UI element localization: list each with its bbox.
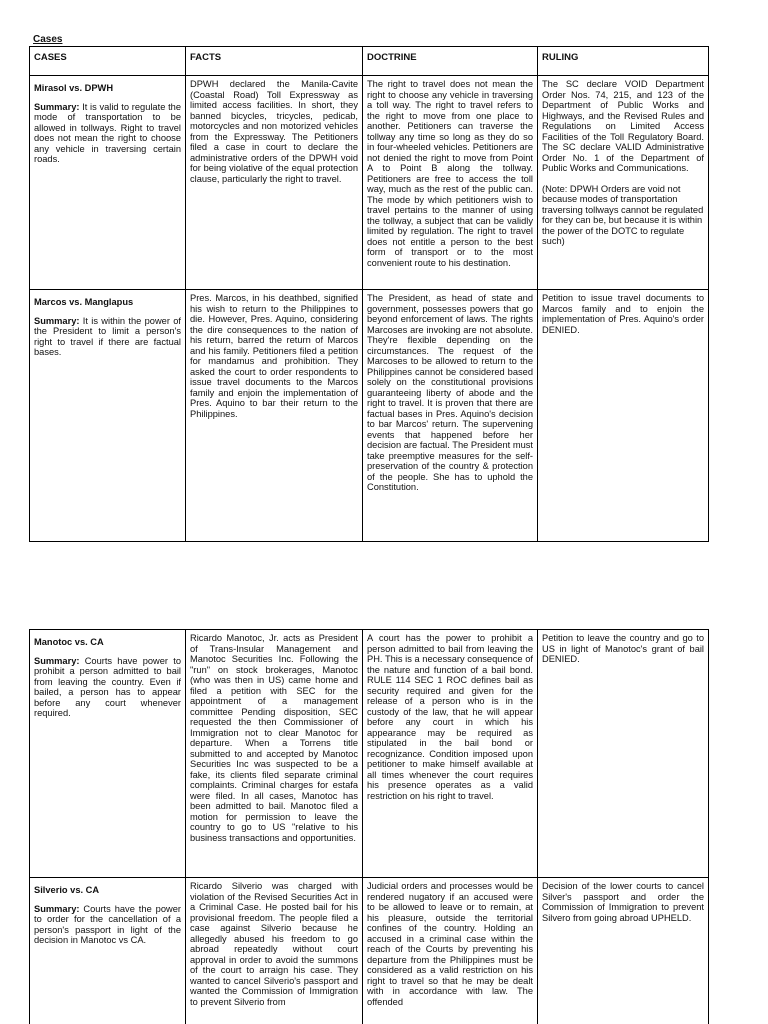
ruling-cell: Petition to leave the country and go to US in light of Manotoc's grant of bail DENIED.	[538, 630, 709, 878]
table-row	[30, 630, 709, 878]
facts-cell: Ricardo Manotoc, Jr. acts as President of Trans-Insular Management and Manotoc Securities Inc. Following the "run" on stock brokerages, Manotoc (who was then in US) came home and filed a petition with SEC for the appointment of a management committee Pending disposition, SEC requested the then Commissioner of Immigration not to clear Manotoc for departure. When a Torrens title submitted to and accepted by Manotoc Securities Inc was suspected to be a fake, its clients filed separate criminal complaints. Criminal charges for estafa were filed. In all cases, Manotoc has been admitted to bail. Manotoc filed a motion for permission to leave the country to go to US "relative to his business transactions and opportunities.	[186, 630, 363, 878]
cases-table-top	[29, 46, 709, 542]
cases-table-bottom	[29, 629, 709, 1024]
table-row	[30, 76, 709, 290]
case-name: Marcos vs. Manglapus	[34, 297, 134, 307]
case-name: Manotoc vs. CA	[34, 637, 104, 647]
table-header-row	[30, 47, 709, 76]
case-cell	[30, 878, 186, 1024]
facts-cell: DPWH declared the Manila-Cavite (Coastal Road) Toll Expressway as limited access facilities. In short, they banned bicycles, tricycles, pedicab, motorcycles and non motorized vehicles from the Expressway. The Petitioners filed a case in court to declare the administrative orders of the DPWH void for being violative of the equal protection clause, particularly the right to travel.	[186, 76, 363, 290]
case-summary: Courts have power to prohibit a person admitted to bail from leaving the country. Even if bailed, a person has to appear before any court whenever required.	[34, 655, 181, 718]
doctrine-cell: The right to travel does not mean the right to choose any vehicle in traversing a toll way. The right to travel refers to the right to move from one place to another. Petitioners can traverse the tollway any time so long as they do so in four-wheeled vehicles. Petitioners are not denied the right to move from Point A to Point B along the tollway. Petitioners are free to access the toll way, much as the rest of the public can. The mode by which petitioners wish to travel pertains to the manner of using the tollway, a subject that can be validly limited by regulation. The right to travel does not entitle a person to the best form of transport or to the most convenient route to his destination.	[363, 76, 538, 290]
facts-cell: Pres. Marcos, in his deathbed, signified his wish to return to the Philippines to die. However, Pres. Aquino, considering the dire consequences to the nation of his return, barred the return of Marcos and his family. Petitioners filed a petition for mandamus and prohibition. They asked the court to order respondents to issue travel documents to the Marcos family and enjoin the implementation of Pres. Aquino to bar their return to the Philippines.	[186, 290, 363, 542]
column-header-doctrine: DOCTRINE	[363, 47, 538, 76]
case-cell	[30, 630, 186, 878]
summary-label: Summary:	[34, 655, 80, 666]
case-cell	[30, 76, 186, 290]
table-row	[30, 290, 709, 542]
doctrine-cell: A court has the power to prohibit a person admitted to bail from leaving the PH. This is a necessary consequence of the nature and function of a bail bond. RULE 114 SEC 1 ROC defines bail as security required and given for the release of a person who is in the custody of the law, that he will appear before any court in which his appearance may be required as stipulated in the bail bond or recognizance. Condition imposed upon petitioner to make himself available at all times whenever the court requires his presence operates as a valid restriction on his right to travel.	[363, 630, 538, 878]
table-row	[30, 878, 709, 1024]
case-name: Mirasol vs. DPWH	[34, 83, 114, 93]
case-summary: Courts have the power to order for the cancellation of a person's passport in light of the decision in Manotoc vs CA.	[34, 903, 181, 945]
column-header-ruling: RULING	[538, 47, 709, 76]
case-summary: It is valid to regulate the mode of transportation to be allowed in tollways. Right to travel does not mean the right to choose any vehicle in traversing certain roads.	[34, 101, 181, 164]
ruling-text: The SC declare VOID Department Order Nos. 74, 215, and 123 of the Department of Public Works and Highways, and the Revised Rules and Regulations on Limited Access Facilities of the Toll Regulatory Board. The SC declare VALID Administrative Order No. 1 of the Department of Public Works and Communications.	[542, 79, 704, 173]
summary-label: Summary:	[34, 903, 80, 914]
case-summary: It is within the power of the President to limit a person's right to travel if there are factual bases.	[34, 315, 181, 357]
ruling-cell: Decision of the lower courts to cancel Silver's passport and order the Commission of Immigration to prevent Silvero from going abroad UPHELD.	[538, 878, 709, 1024]
document-heading: Cases	[33, 34, 63, 45]
facts-cell: Ricardo Silverio was charged with violation of the Revised Securities Act in a Criminal Case. He posted bail for his provisional freedom. The people filed a case against Silverio because he allegedly abused his freedom to go abroad repeatedly without court approval in order to avoid the summons of the court to arraign his case. They wanted to cancel Silverio's passport and wanted the Commission of Immigration to prevent Silverio from	[186, 878, 363, 1024]
summary-label: Summary:	[34, 101, 80, 112]
summary-label: Summary:	[34, 315, 80, 326]
ruling-cell	[538, 76, 709, 290]
ruling-note: (Note: DPWH Orders are void not because modes of transportation traversing tollways cannot be regulated for they can be, but because it is within the power of the DOTC to regulate such)	[542, 183, 704, 246]
ruling-cell: Petition to issue travel documents to Marcos family and to enjoin the implementation of Pres. Aquino's order DENIED.	[538, 290, 709, 542]
case-name: Silverio vs. CA	[34, 885, 100, 895]
column-header-cases: CASES	[30, 47, 186, 76]
doctrine-cell: Judicial orders and processes would be rendered nugatory if an accused were to be allowed to leave or to remain, at his pleasure, outside the territorial confines of the country. Holding an accused in a criminal case within the reach of the Courts by preventing his departure from the Philippines must be considered as a valid restriction on his right to travel so that he may be dealt with in accordance with law. The offended	[363, 878, 538, 1024]
column-header-facts: FACTS	[186, 47, 363, 76]
doctrine-cell: The President, as head of state and government, possesses powers that go beyond enforcement of laws. The rights Marcoses are invoking are not absolute. They're flexible depending on the circumstances. The request of the Marcoses to be allowed to return to the Philippines cannot be considered based solely on the constitutional provisions guaranteeing liberty of abode and the right to travel. It is proven that there are factual bases in Pres. Aquino's decision to bar Marcos' return. The supervening events that happened before her decision are factual. The President must take preemptive measures for the self-preservation of the country & protection of the people. She has to uphold the Constitution.	[363, 290, 538, 542]
case-cell	[30, 290, 186, 542]
